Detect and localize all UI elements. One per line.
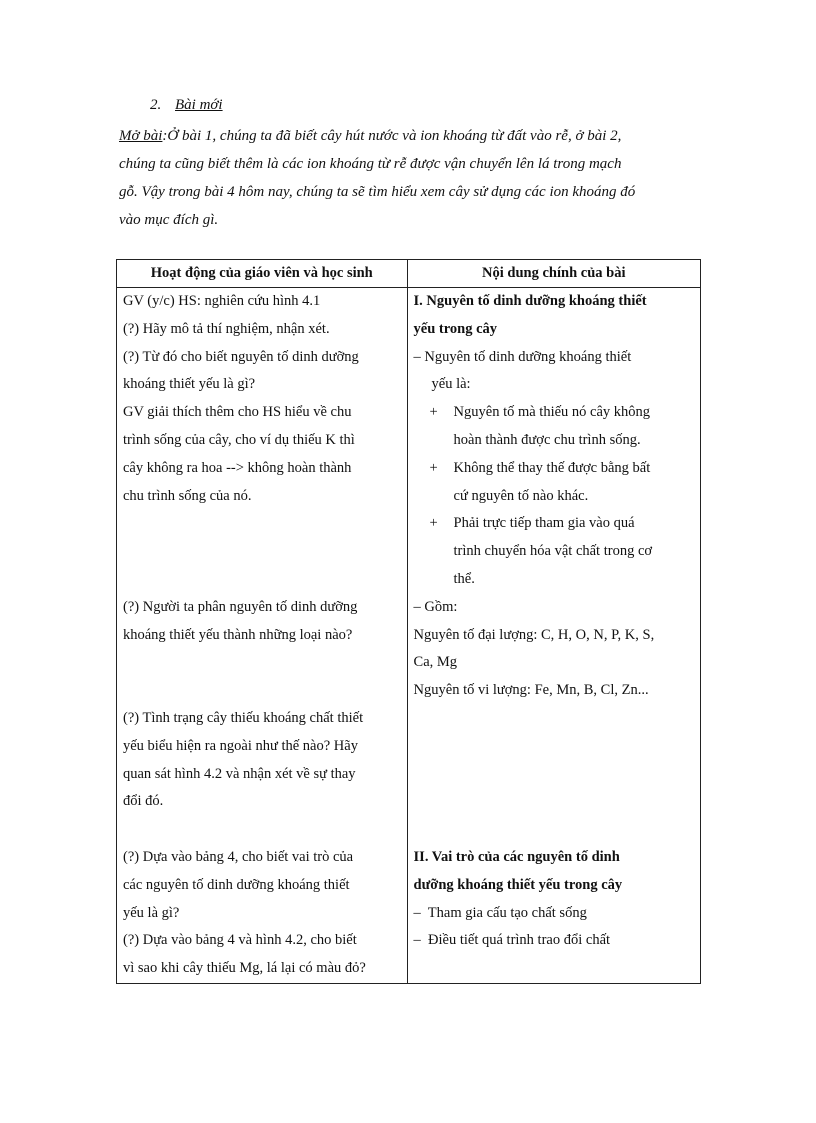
section1-title: yếu trong cây xyxy=(413,320,498,337)
activity-line: cây không ra hoa --> không hoàn thành xyxy=(123,459,352,476)
section-heading xyxy=(150,97,223,114)
activity-line: (?) Dựa vào bảng 4 và hình 4.2, cho biết xyxy=(123,932,357,949)
activity-line: các nguyên tố dinh dưỡng khoáng thiết xyxy=(123,876,350,893)
plus-mark: + xyxy=(429,404,438,421)
list-item xyxy=(414,510,694,593)
activity-line: yếu là gì? xyxy=(123,904,180,921)
micro-elements: Nguyên tố vi lượng: Fe, Mn, B, Cl, Zn... xyxy=(413,682,649,699)
macro-elements: Ca, Mg xyxy=(413,654,458,671)
intro-lead: Mở bài xyxy=(119,128,163,144)
plus-mark: + xyxy=(429,459,438,476)
macro-elements: Nguyên tố đại lượng: C, H, O, N, P, K, S, xyxy=(413,626,655,643)
dash-mark: – xyxy=(413,904,421,921)
intro-paragraph xyxy=(119,122,709,234)
lesson-table xyxy=(116,259,701,984)
activity-line: (?) Tình trạng cây thiếu khoáng chất thiết xyxy=(123,709,364,726)
criterion-line: Không thể thay thế được bằng bất xyxy=(453,459,651,476)
criterion-line: cứ nguyên tố nào khác. xyxy=(453,487,589,504)
criterion-line: Nguyên tố mà thiếu nó cây không xyxy=(453,404,651,421)
role-item: Điều tiết quá trình trao đổi chất xyxy=(428,932,611,949)
header-content: Nội dung chính của bài xyxy=(407,260,700,288)
content-cell xyxy=(407,288,700,984)
activity-line: quan sát hình 4.2 và nhận xét về sự thay xyxy=(123,765,356,782)
gom-label: Gồm: xyxy=(424,598,458,615)
activity-line: chu trình sống của nó. xyxy=(123,487,252,504)
plus-mark: + xyxy=(429,515,438,532)
activity-line: khoáng thiết yếu là gì? xyxy=(123,376,256,393)
activity-line: (?) Hãy mô tả thí nghiệm, nhận xét. xyxy=(123,320,330,337)
section-title: Bài mới xyxy=(175,97,223,113)
intro-line: gỗ. Vậy trong bài 4 hôm nay, chúng ta sẽ tìm hiểu xem cây sử dụng các ion khoáng đó xyxy=(119,184,636,200)
definition-intro: yếu là: xyxy=(431,376,471,393)
criterion-line: Phải trực tiếp tham gia vào quá xyxy=(453,515,635,532)
table-header-row xyxy=(117,260,701,288)
intro-line: chúng ta cũng biết thêm là các ion khoáng từ rễ được vận chuyển lên lá trong mạch xyxy=(119,156,622,172)
activity-line: GV giải thích thêm cho HS hiểu về chu xyxy=(123,404,352,421)
criterion-line: trình chuyển hóa vật chất trong cơ xyxy=(453,543,653,560)
activity-line: (?) Từ đó cho biết nguyên tố dinh dưỡng xyxy=(123,348,359,365)
activities-cell xyxy=(117,288,408,984)
activity-line: (?) Dựa vào bảng 4, cho biết vai trò của xyxy=(123,848,354,865)
section2-title: dưỡng khoáng thiết yếu trong cây xyxy=(413,876,623,893)
activity-line: trình sống của cây, cho ví dụ thiếu K thì xyxy=(123,431,355,448)
activity-line: yếu biểu hiện ra ngoài như thế nào? Hãy xyxy=(123,737,358,754)
activity-line: vì sao khi cây thiếu Mg, lá lại có màu đỏ? xyxy=(123,960,366,977)
definition-intro: Nguyên tố dinh dưỡng khoáng thiết xyxy=(424,348,632,365)
activity-line: GV (y/c) HS: nghiên cứu hình 4.1 xyxy=(123,293,321,309)
section1-title: I. Nguyên tố dinh dưỡng khoáng thiết xyxy=(413,293,647,309)
list-item xyxy=(414,399,694,455)
activity-line: khoáng thiết yếu thành những loại nào? xyxy=(123,626,353,643)
table-row xyxy=(117,288,701,984)
section-number: 2. xyxy=(150,97,162,113)
dash-mark: – xyxy=(413,932,421,949)
dash-mark: – xyxy=(413,348,421,365)
intro-line: :Ở bài 1, chúng ta đã biết cây hút nước và ion khoáng từ đất vào rễ, ở bài 2, xyxy=(162,128,622,144)
header-activities: Hoạt động của giáo viên và học sinh xyxy=(117,260,408,288)
list-item xyxy=(414,455,694,511)
criterion-line: hoàn thành được chu trình sống. xyxy=(453,431,641,448)
intro-line: vào mục đích gì. xyxy=(119,212,219,228)
dash-mark: – xyxy=(413,598,421,615)
criterion-line: thể. xyxy=(453,570,475,587)
activity-line: đổi đó. xyxy=(123,793,164,810)
activity-line: (?) Người ta phân nguyên tố dinh dưỡng xyxy=(123,598,358,615)
section2-title: II. Vai trò của các nguyên tố dinh xyxy=(413,848,620,865)
role-item: Tham gia cấu tạo chất sống xyxy=(427,904,587,921)
